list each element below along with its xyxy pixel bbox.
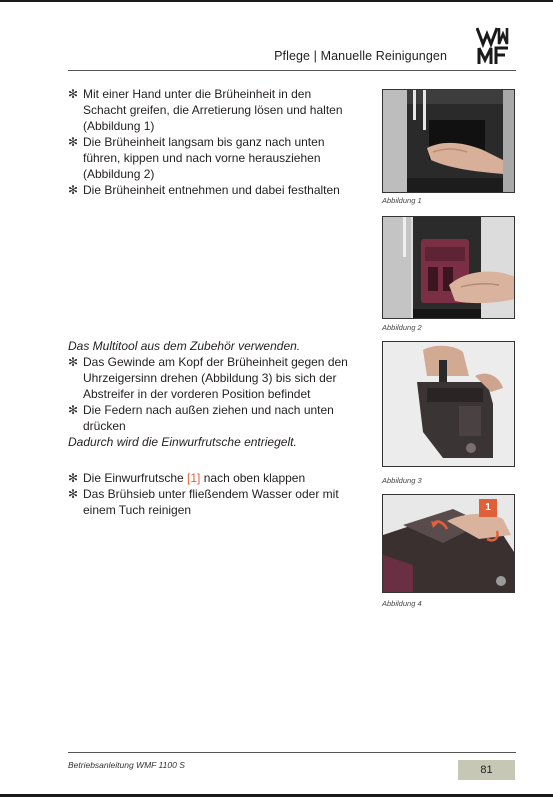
snowflake-bullet-icon: ✻: [68, 183, 79, 197]
steps-section-2: [68, 338, 368, 450]
snowflake-bullet-icon: ✻: [68, 487, 79, 501]
figure-3-caption: Abbildung 3: [382, 476, 422, 485]
step-item: ✻ Die Brüheinheit entnehmen und dabei festhalten: [68, 183, 340, 197]
step-item: ✻ Die Federn nach außen ziehen und nach unten drücken: [68, 403, 334, 433]
instruction-result: Dadurch wird die Einwurfrutsche entriegelt.: [68, 435, 297, 449]
figure-1-photo: [382, 89, 515, 193]
step-item: ✻ Die Brüheinheit langsam bis ganz nach unten führen, kippen und nach vorne herausziehen (Abbildung 2): [68, 135, 325, 181]
header-divider: [68, 70, 516, 71]
instruction-intro: Das Multitool aus dem Zubehör verwenden.: [68, 339, 301, 353]
step-item: ✻ Das Brühsieb unter fließendem Wasser oder mit einem Tuch reinigen: [68, 487, 339, 517]
figure-4-caption: Abbildung 4: [382, 599, 422, 608]
step-item: ✻ Das Gewinde am Kopf der Brüheinheit gegen den Uhrzeigersinn drehen (Abbildung 3) bis sich der Abstreifer in der vorderen Position befindet: [68, 355, 348, 401]
wmf-logo-icon: [476, 26, 510, 66]
figure-2-photo: [382, 216, 515, 319]
figure-4-photo: [382, 494, 515, 593]
figure-3-photo: [382, 341, 515, 467]
snowflake-bullet-icon: ✻: [68, 135, 79, 149]
top-border: [0, 0, 553, 2]
part-reference: [1]: [187, 471, 201, 485]
page-number: 81: [458, 760, 515, 780]
step-item: ✻ Die Einwurfrutsche [1] nach oben klappen: [68, 471, 306, 485]
steps-section-3: [68, 470, 368, 518]
steps-section-1: [68, 86, 368, 198]
snowflake-bullet-icon: ✻: [68, 403, 79, 417]
snowflake-bullet-icon: ✻: [68, 87, 79, 101]
step-item: ✻ Mit einer Hand unter die Brüheinheit in den Schacht greifen, die Arretierung lösen und halten (Abbildung 1): [68, 87, 343, 133]
figure-2-caption: Abbildung 2: [382, 323, 422, 332]
snowflake-bullet-icon: ✻: [68, 355, 79, 369]
manual-title: Betriebsanleitung WMF 1100 S: [68, 760, 185, 770]
section-title: Pflege | Manuelle Reinigungen: [274, 49, 447, 63]
snowflake-bullet-icon: ✻: [68, 471, 79, 485]
footer-divider: [68, 752, 516, 753]
callout-badge: 1: [479, 499, 497, 517]
figure-1-caption: Abbildung 1: [382, 196, 422, 205]
